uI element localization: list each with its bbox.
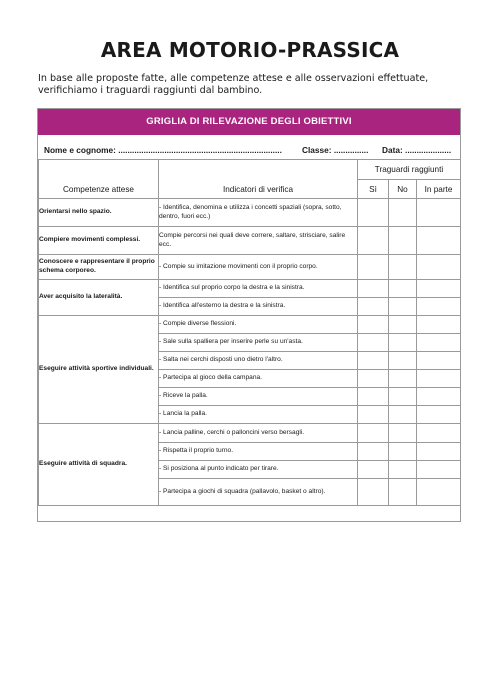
indicator-cell: - Sale sulla spalliera per inserire perle su un'asta.: [159, 334, 358, 352]
si-checkbox-cell[interactable]: [358, 352, 389, 370]
in-parte-checkbox-cell[interactable]: [417, 479, 461, 506]
in-parte-checkbox-cell[interactable]: [417, 334, 461, 352]
indicator-cell: - Identifica all'esterno la destra e la sinistra.: [159, 298, 358, 316]
indicator-cell: - Rispetta il proprio turno.: [159, 443, 358, 461]
in-parte-checkbox-cell[interactable]: [417, 461, 461, 479]
si-checkbox-cell[interactable]: [358, 443, 389, 461]
grid-banner: GRIGLIA DI RILEVAZIONE DEGLI OBIETTIVI: [38, 109, 460, 135]
intro-text: [38, 73, 468, 97]
table-row: [39, 199, 461, 227]
no-checkbox-cell[interactable]: [389, 334, 417, 352]
si-checkbox-cell[interactable]: [358, 424, 389, 443]
no-checkbox-cell[interactable]: [389, 424, 417, 443]
indicator-cell: - Identifica, denomina e utilizza i concetti spaziali (sopra, sotto, dentro, fuori ecc.): [159, 199, 358, 227]
in-parte-header: In parte: [417, 180, 461, 199]
indicator-cell: Compie percorsi nei quali deve correre, saltare, strisciare, salire ecc.: [159, 227, 358, 255]
indicator-cell: - Salta nei cerchi disposti uno dietro l'altro.: [159, 352, 358, 370]
si-checkbox-cell[interactable]: [358, 370, 389, 388]
table-row: [39, 255, 461, 280]
name-field[interactable]: Nome e cognome: .......................................................................: [44, 145, 282, 155]
competence-cell: Orientarsi nello spazio.: [39, 199, 159, 227]
date-field[interactable]: Data: ....................: [382, 145, 452, 155]
si-checkbox-cell[interactable]: [358, 406, 389, 424]
in-parte-checkbox-cell[interactable]: [417, 370, 461, 388]
competence-cell: Compiere movimenti complessi.: [39, 227, 159, 255]
indicator-cell: - Lancia palline, cerchi o palloncini verso bersagli.: [159, 424, 358, 443]
competence-cell: Aver acquisito la lateralità.: [39, 280, 159, 316]
no-checkbox-cell[interactable]: [389, 316, 417, 334]
si-checkbox-cell[interactable]: [358, 461, 389, 479]
in-parte-checkbox-cell[interactable]: [417, 424, 461, 443]
no-checkbox-cell[interactable]: [389, 227, 417, 255]
in-parte-checkbox-cell[interactable]: [417, 199, 461, 227]
si-checkbox-cell[interactable]: [358, 199, 389, 227]
si-checkbox-cell[interactable]: [358, 280, 389, 298]
indicator-cell: - Partecipa a giochi di squadra (pallavolo, basket o altro).: [159, 479, 358, 506]
si-checkbox-cell[interactable]: [358, 316, 389, 334]
no-checkbox-cell[interactable]: [389, 298, 417, 316]
indicatori-header: Indicatori di verifica: [159, 180, 358, 199]
no-checkbox-cell[interactable]: [389, 199, 417, 227]
class-field[interactable]: Classe: ...............: [302, 145, 369, 155]
competence-cell: Eseguire attività di squadra.: [39, 424, 159, 506]
competenze-header: Competenze attese: [39, 180, 159, 199]
si-checkbox-cell[interactable]: [358, 479, 389, 506]
table-row: [39, 424, 461, 443]
intro-line: verifichiamo i traguardi raggiunti dal bambino.: [38, 85, 263, 96]
table-row: [39, 280, 461, 298]
table-row: [39, 227, 461, 255]
no-checkbox-cell[interactable]: [389, 370, 417, 388]
no-checkbox-cell[interactable]: [389, 388, 417, 406]
no-checkbox-cell[interactable]: [389, 352, 417, 370]
page-title: AREA MOTORIO-PRASSICA: [100, 38, 400, 62]
no-checkbox-cell[interactable]: [389, 461, 417, 479]
no-checkbox-cell[interactable]: [389, 255, 417, 280]
no-header: No: [389, 180, 417, 199]
competence-cell: Conoscere e rappresentare il proprio schema corporeo.: [39, 255, 159, 280]
no-checkbox-cell[interactable]: [389, 479, 417, 506]
indicator-cell: - Lancia la palla.: [159, 406, 358, 424]
in-parte-checkbox-cell[interactable]: [417, 388, 461, 406]
indicator-cell: - Partecipa al gioco della campana.: [159, 370, 358, 388]
objectives-grid: [37, 108, 461, 522]
table-row: [39, 316, 461, 334]
si-checkbox-cell[interactable]: [358, 388, 389, 406]
si-header: Sì: [358, 180, 389, 199]
no-checkbox-cell[interactable]: [389, 280, 417, 298]
si-checkbox-cell[interactable]: [358, 255, 389, 280]
in-parte-checkbox-cell[interactable]: [417, 352, 461, 370]
si-checkbox-cell[interactable]: [358, 227, 389, 255]
indicator-cell: - Compie su imitazione movimenti con il proprio corpo.: [159, 255, 358, 280]
si-checkbox-cell[interactable]: [358, 334, 389, 352]
indicator-cell: - Identifica sul proprio corpo la destra e la sinistra.: [159, 280, 358, 298]
in-parte-checkbox-cell[interactable]: [417, 316, 461, 334]
in-parte-checkbox-cell[interactable]: [417, 406, 461, 424]
no-checkbox-cell[interactable]: [389, 406, 417, 424]
no-checkbox-cell[interactable]: [389, 443, 417, 461]
indicator-cell: - Riceve la palla.: [159, 388, 358, 406]
in-parte-checkbox-cell[interactable]: [417, 280, 461, 298]
si-checkbox-cell[interactable]: [358, 298, 389, 316]
intro-line: In base alle proposte fatte, alle competenze attese e alle osservazioni effettuate,: [38, 73, 429, 84]
objectives-table: [38, 159, 461, 506]
in-parte-checkbox-cell[interactable]: [417, 298, 461, 316]
in-parte-checkbox-cell[interactable]: [417, 443, 461, 461]
in-parte-checkbox-cell[interactable]: [417, 227, 461, 255]
in-parte-checkbox-cell[interactable]: [417, 255, 461, 280]
traguardi-header: Traguardi raggiunti: [358, 160, 461, 180]
indicator-cell: - Compie diverse flessioni.: [159, 316, 358, 334]
competence-cell: Eseguire attività sportive individuali.: [39, 316, 159, 424]
indicator-cell: - Si posiziona al punto indicato per tirare.: [159, 461, 358, 479]
